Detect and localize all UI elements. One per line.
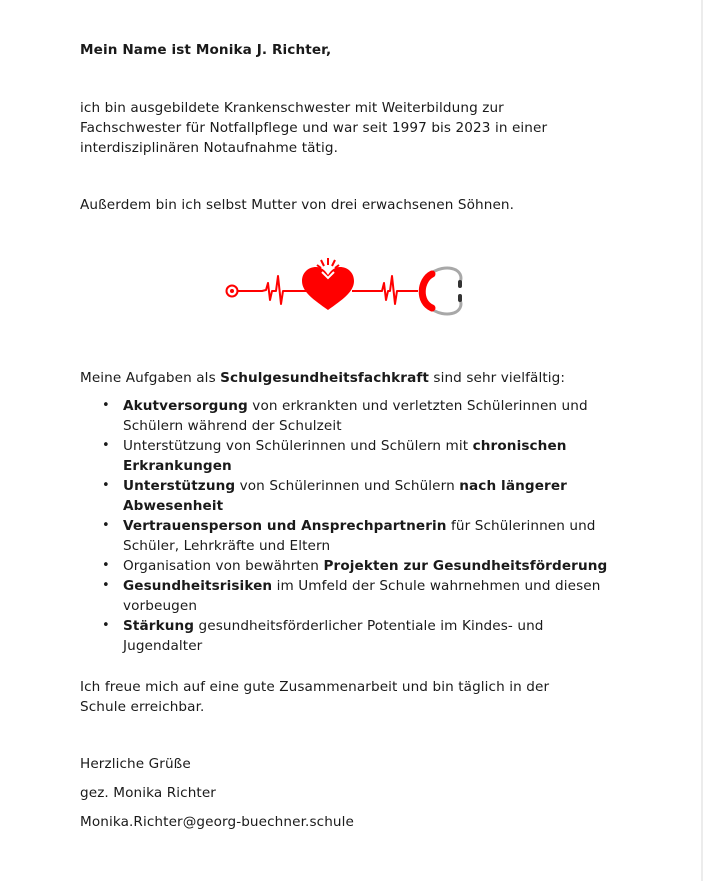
task-text: von Schülerinnen und Schülern — [235, 478, 460, 494]
task-line2 — [123, 456, 640, 476]
task-text: von erkrankten und verletzten Schülerinnen und — [247, 398, 588, 414]
task-text: Schülern während der Schulzeit — [123, 418, 342, 434]
task-keyword: Projekten zur Gesundheitsförderung — [323, 558, 608, 574]
task-line1 — [123, 556, 640, 576]
task-line2 — [123, 636, 640, 656]
task-keyword: nach längerer — [459, 478, 567, 494]
task-list-item — [80, 616, 640, 656]
intro-line-2: Fachschwester für Notfallpflege und war seit 1997 bis 2023 in einer — [80, 120, 548, 136]
task-list-item — [80, 576, 640, 616]
bullet-icon: • — [102, 518, 110, 533]
closing-line-2: Schule erreichbar. — [80, 699, 205, 715]
task-line2 — [123, 596, 640, 616]
task-line1 — [123, 576, 640, 596]
closing-line-1: Ich freue mich auf eine gute Zusammenarbeit und bin täglich in der — [80, 679, 550, 695]
task-keyword: Akutversorgung — [123, 398, 248, 414]
task-text: Schüler, Lehrkräfte und Eltern — [123, 538, 331, 554]
task-text: für Schülerinnen und — [446, 518, 596, 534]
task-list — [80, 396, 640, 656]
family-paragraph: Außerdem bin ich selbst Mutter von drei erwachsenen Söhnen. — [80, 197, 515, 213]
task-keyword: Abwesenheit — [123, 498, 224, 514]
task-line1 — [123, 516, 640, 536]
bullet-icon: • — [102, 398, 110, 413]
task-line2 — [123, 536, 640, 556]
task-text: gesundheitsförderlicher Potentiale im Kindes- und — [194, 618, 544, 634]
task-line1 — [123, 476, 640, 496]
intro-line-3: interdisziplinären Notaufnahme tätig. — [80, 140, 339, 156]
task-list-item — [80, 476, 640, 516]
signature: gez. Monika Richter — [80, 785, 216, 801]
task-text: vorbeugen — [123, 598, 198, 614]
intro-line-1: ich bin ausgebildete Krankenschwester mit Weiterbildung zur — [80, 100, 504, 116]
email-address[interactable]: Monika.Richter@georg-buechner.schule — [80, 814, 354, 830]
bullet-icon: • — [102, 558, 110, 573]
task-line2 — [123, 496, 640, 516]
task-line1 — [123, 436, 640, 456]
bullet-icon: • — [102, 478, 110, 493]
task-keyword: Vertrauensperson und Ansprechpartnerin — [123, 518, 447, 534]
task-line2 — [123, 416, 640, 436]
task-text: Unterstützung von Schülerinnen und Schülern mit — [123, 438, 473, 454]
bullet-icon: • — [102, 618, 110, 633]
task-list-item — [80, 396, 640, 436]
task-text: Jugendalter — [123, 638, 203, 654]
heartbeat-stethoscope-icon — [222, 256, 472, 318]
task-line1 — [123, 396, 640, 416]
task-keyword: chronischen — [472, 438, 567, 454]
tasks-intro-role: Schulgesundheitsfachkraft — [220, 370, 429, 386]
bullet-icon: • — [102, 578, 110, 593]
tasks-intro-suffix: sind sehr vielfältig: — [428, 370, 566, 386]
task-list-item — [80, 516, 640, 556]
tasks-intro-text: Meine Aufgaben als — [80, 370, 221, 386]
task-list-item — [80, 436, 640, 476]
task-keyword: Erkrankungen — [123, 458, 232, 474]
task-keyword: Unterstützung — [123, 478, 236, 494]
task-line1 — [123, 616, 640, 636]
bullet-icon: • — [102, 438, 110, 453]
greeting: Mein Name ist Monika J. Richter, — [80, 42, 332, 58]
task-keyword: Stärkung — [123, 618, 195, 634]
task-keyword: Gesundheitsrisiken — [123, 578, 273, 594]
task-list-item — [80, 556, 640, 576]
regards: Herzliche Grüße — [80, 756, 191, 772]
task-text: Organisation von bewährten — [123, 558, 324, 574]
tasks-intro — [80, 368, 565, 388]
task-text: im Umfeld der Schule wahrnehmen und diesen — [272, 578, 601, 594]
